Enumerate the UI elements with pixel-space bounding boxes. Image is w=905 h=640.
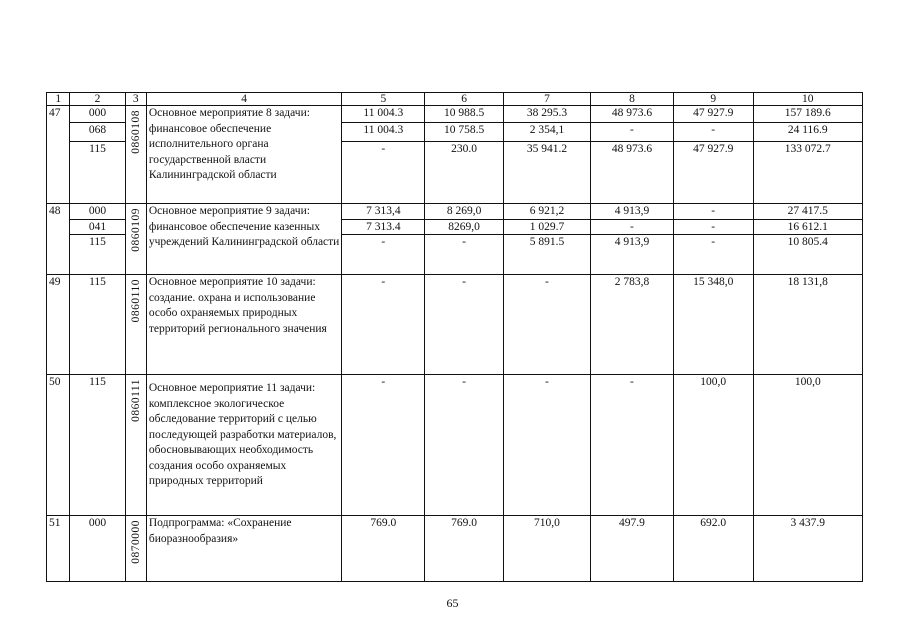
value-cell: - — [673, 204, 753, 220]
value-cell: 710,0 — [503, 516, 590, 582]
value-cell: 11 004.3 — [342, 123, 425, 142]
program-code — [125, 375, 146, 516]
activity-description: Основное мероприятие 9 задачи: финансовое обеспечение казенных учреждений Калининградской области — [146, 204, 342, 275]
row-number: 48 — [47, 204, 70, 275]
value-cell: - — [425, 235, 504, 275]
value-cell: - — [591, 220, 674, 235]
table-row — [47, 516, 863, 582]
value-cell: - — [591, 375, 674, 516]
program-code — [125, 106, 146, 204]
value-cell: - — [342, 235, 425, 275]
source-code: 000 — [70, 204, 125, 220]
program-code-text: 0860111 — [129, 379, 142, 422]
header-cell: 1 — [47, 93, 70, 106]
budget-table — [46, 92, 863, 582]
program-code-text: 0860109 — [129, 208, 142, 252]
value-cell: 10 805.4 — [753, 235, 862, 275]
value-cell: 11 004.3 — [342, 106, 425, 123]
value-cell: - — [425, 275, 504, 375]
activity-description: Основное мероприятие 11 задачи: комплексное экологическое обследование территорий с целью последующей разработки материалов, обосновывающих необходимость создания особо охраняемых природных территорий — [146, 375, 342, 516]
value-cell: 769.0 — [425, 516, 504, 582]
value-cell: - — [591, 123, 674, 142]
source-code: 115 — [70, 275, 125, 375]
value-cell: 24 116.9 — [753, 123, 862, 142]
value-cell: 2 354,1 — [503, 123, 590, 142]
value-cell: 15 348,0 — [673, 275, 753, 375]
value-cell: 4 913,9 — [591, 204, 674, 220]
program-code — [125, 204, 146, 275]
value-cell: 5 891.5 — [503, 235, 590, 275]
program-code — [125, 275, 146, 375]
source-code: 041 — [70, 220, 125, 235]
header-cell: 8 — [591, 93, 674, 106]
value-cell: 47 927.9 — [673, 106, 753, 123]
activity-description: Подпрограмма: «Сохранение биоразнообразия» — [146, 516, 342, 582]
value-cell: - — [503, 275, 590, 375]
header-cell: 6 — [425, 93, 504, 106]
page-number: 65 — [446, 596, 459, 610]
value-cell: 18 131,8 — [753, 275, 862, 375]
value-cell: - — [673, 235, 753, 275]
value-cell: 27 417.5 — [753, 204, 862, 220]
value-cell: 48 973.6 — [591, 106, 674, 123]
value-cell: 4 913,9 — [591, 235, 674, 275]
activity-description: Основное мероприятие 8 задачи: финансовое обеспечение исполнительного органа государственной власти Калининградской области — [146, 106, 342, 204]
row-number: 50 — [47, 375, 70, 516]
row-number: 49 — [47, 275, 70, 375]
program-code — [125, 516, 146, 582]
value-cell: 35 941.2 — [503, 142, 590, 204]
source-code: 068 — [70, 123, 125, 142]
program-code-text: 0870000 — [129, 520, 142, 564]
header-cell: 4 — [146, 93, 342, 106]
value-cell: 2 783,8 — [591, 275, 674, 375]
value-cell: 8 269,0 — [425, 204, 504, 220]
activity-description: Основное мероприятие 10 задачи: создание. охрана и использование особо охраняемых природных территорий регионального значения — [146, 275, 342, 375]
value-cell: 48 973.6 — [591, 142, 674, 204]
source-code: 000 — [70, 106, 125, 123]
value-cell: 10 988.5 — [425, 106, 504, 123]
value-cell: 7 313,4 — [342, 204, 425, 220]
value-cell: 6 921,2 — [503, 204, 590, 220]
header-cell: 9 — [673, 93, 753, 106]
value-cell: 157 189.6 — [753, 106, 862, 123]
header-cell: 5 — [342, 93, 425, 106]
value-cell: - — [342, 142, 425, 204]
value-cell: 692.0 — [673, 516, 753, 582]
value-cell: - — [342, 375, 425, 516]
value-cell: 1 029.7 — [503, 220, 590, 235]
row-number: 51 — [47, 516, 70, 582]
header-cell: 7 — [503, 93, 590, 106]
header-row — [47, 93, 863, 106]
header-cell: 2 — [70, 93, 125, 106]
header-cell: 3 — [125, 93, 146, 106]
value-cell: 3 437.9 — [753, 516, 862, 582]
value-cell: 230.0 — [425, 142, 504, 204]
source-code: 115 — [70, 235, 125, 275]
source-code: 000 — [70, 516, 125, 582]
value-cell: 10 758.5 — [425, 123, 504, 142]
value-cell: - — [503, 375, 590, 516]
table-row — [47, 204, 863, 220]
value-cell: 769.0 — [342, 516, 425, 582]
value-cell: 100,0 — [673, 375, 753, 516]
table-row — [47, 375, 863, 516]
header-cell: 10 — [753, 93, 862, 106]
table-row — [47, 275, 863, 375]
value-cell: 497.9 — [591, 516, 674, 582]
value-cell: 100,0 — [753, 375, 862, 516]
source-code: 115 — [70, 142, 125, 204]
value-cell: - — [673, 220, 753, 235]
program-code-text: 0860108 — [129, 110, 142, 154]
value-cell: 133 072.7 — [753, 142, 862, 204]
value-cell: 16 612.1 — [753, 220, 862, 235]
value-cell: 47 927.9 — [673, 142, 753, 204]
value-cell: - — [342, 275, 425, 375]
value-cell: - — [425, 375, 504, 516]
value-cell: 7 313.4 — [342, 220, 425, 235]
program-code-text: 0860110 — [129, 279, 142, 323]
value-cell: - — [673, 123, 753, 142]
row-number: 47 — [47, 106, 70, 204]
source-code: 115 — [70, 375, 125, 516]
table-row — [47, 106, 863, 123]
value-cell: 8269,0 — [425, 220, 504, 235]
value-cell: 38 295.3 — [503, 106, 590, 123]
